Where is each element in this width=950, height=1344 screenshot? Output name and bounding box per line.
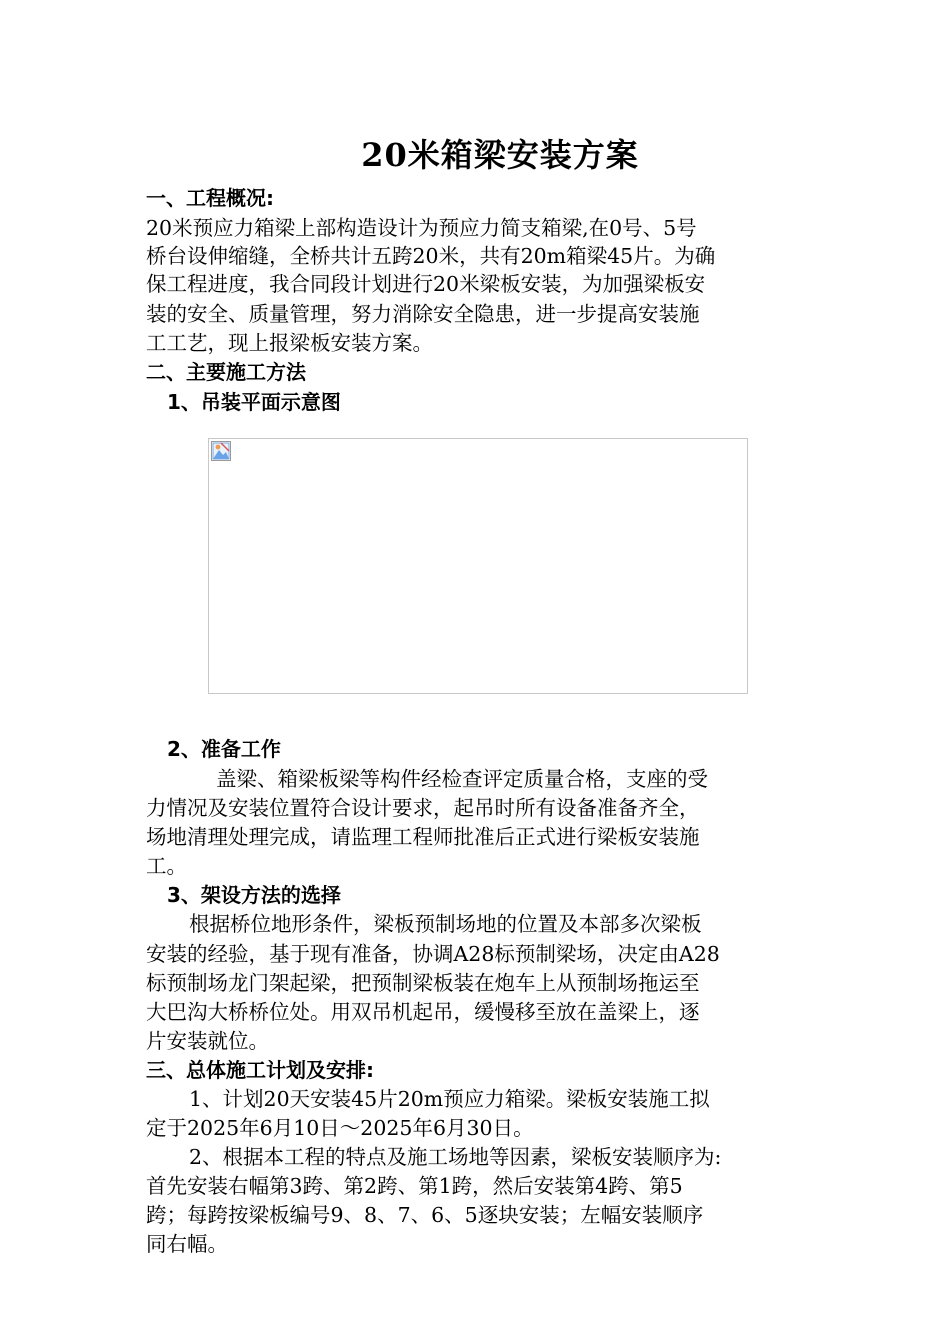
paragraph-line: 片安装就位。: [146, 1029, 269, 1053]
paragraph-line: 标预制场龙门架起梁，把预制梁板装在炮车上从预制场拖运至: [146, 971, 700, 995]
subsection-heading-hoisting-plan: 1、吊装平面示意图: [167, 390, 341, 414]
paragraph-line: 保工程进度，我合同段计划进行20米梁板安装，为加强梁板安: [146, 272, 706, 296]
paragraph-line: 定于2025年6月10日～2025年6月30日。: [146, 1116, 534, 1140]
paragraph-line: 场地清理处理完成，请监理工程师批准后正式进行梁板安装施: [146, 825, 700, 849]
paragraph-line: 工工艺，现上报梁板安装方案。: [146, 331, 433, 355]
paragraph-line: 1、计划20天安装45片20m预应力箱梁。梁板安装施工拟: [189, 1087, 710, 1111]
paragraph-line: 盖梁、箱梁板梁等构件经检查评定质量合格，支座的受: [216, 767, 708, 791]
section-heading-schedule: 三、总体施工计划及安排:: [146, 1058, 374, 1082]
paragraph-line: 2、根据本工程的特点及施工场地等因素，梁板安装顺序为:: [189, 1145, 722, 1169]
hoisting-plan-figure: [208, 438, 748, 694]
broken-image-icon: [211, 441, 231, 461]
paragraph-line: 桥台设伸缩缝，全桥共计五跨20米，共有20m箱梁45片。为确: [146, 244, 716, 268]
subsection-heading-preparation: 2、准备工作: [167, 737, 281, 761]
paragraph-line: 跨；每跨按梁板编号9、8、7、6、5逐块安装；左幅安装顺序: [146, 1203, 704, 1227]
paragraph-line: 安装的经验，基于现有准备，协调A28标预制梁场，决定由A28: [146, 942, 720, 966]
paragraph-line: 大巴沟大桥桥位处。用双吊机起吊，缓慢移至放在盖梁上，逐: [146, 1000, 700, 1024]
section-heading-methods: 二、主要施工方法: [146, 360, 306, 384]
paragraph-line: 首先安装右幅第3跨、第2跨、第1跨，然后安装第4跨、第5: [146, 1174, 683, 1198]
paragraph-line: 根据桥位地形条件，梁板预制场地的位置及本部多次梁板: [189, 912, 702, 936]
section-heading-overview: 一、工程概况:: [146, 186, 274, 210]
document-title: 20米箱梁安装方案: [361, 136, 639, 174]
paragraph-line: 工。: [146, 854, 187, 878]
paragraph-line: 力情况及安装位置符合设计要求，起吊时所有设备准备齐全，: [146, 796, 700, 820]
paragraph-line: 20米预应力箱梁上部构造设计为预应力简支箱梁,在0号、5号: [146, 216, 697, 240]
paragraph-line: 装的安全、质量管理，努力消除安全隐患，进一步提高安装施: [146, 302, 700, 326]
paragraph-line: 同右幅。: [146, 1232, 228, 1256]
subsection-heading-erection-method: 3、架设方法的选择: [167, 883, 341, 907]
